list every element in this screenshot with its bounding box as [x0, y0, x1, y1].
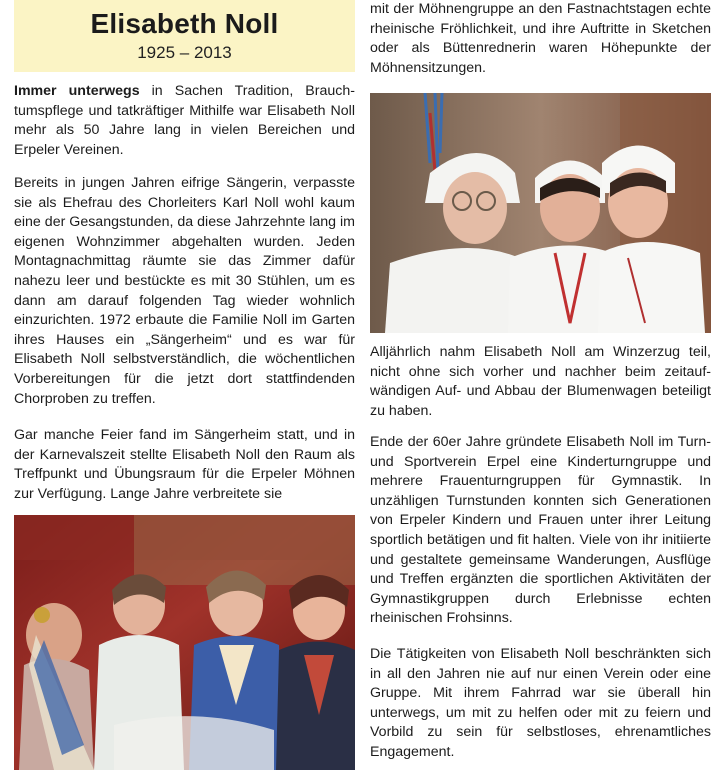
- paragraph-singing: Bereits in jungen Jahren eifrige Sängerin, verpasste sie als Ehefrau des Chorleiters Karl Noll wohl kaum eine der Gesangstunden, da diese Jahrzehnte lang im eigenen Wohnzimmer abgehalten wurden. Jeden Montagnachmittag räumte sie das Zimmer dafür nahezu leer und bestückte es mit 30 Stühlen, um es dann am darauf folgenden Tag wieder wohnlich einzurichten. 1972 erbaute die Familie Noll im Garten ihres Hauses ein „Sängerheim“ und es war für Elisabeth Noll selbstverständlich, die wöchentlichen Vorbereitungen für die jetzt dort stattfindenden Chorproben zu treffen.: [14, 175, 355, 407]
- photo-three-women-image: [370, 93, 711, 333]
- paragraph-winzerzug: Alljährlich nahm Elisabeth Noll am Winzerzug teil, nicht ohne sich vorher und nachher beim zeitaufwändigen Auf- und Abbau der Blumenwagen beteiligt zu haben.: [370, 344, 711, 419]
- photo-moehnen-group: [14, 515, 355, 770]
- paragraph-intro: [14, 82, 355, 160]
- title-box: [14, 0, 355, 72]
- paragraph-engagement: Die Tätigkeiten von Elisabeth Noll beschränkten sich in all den Jahren nie auf nur einen Verein oder eine Gruppe. Mit ihrem Fahrrad war sie überall hin unterwegs, um mit zu helfen oder mit zu feiern und Vorbild zu sein für selbstloses, ehrenamtliches Engagement.: [370, 646, 711, 760]
- photo-three-women: [370, 93, 711, 333]
- photo-moehnen-group-image: [14, 515, 355, 770]
- life-years: 1925 – 2013: [137, 43, 232, 62]
- paragraph-celebrations: Gar manche Feier fand im Sängerheim statt, und in der Karnevalszeit stellte Elisabeth Noll den Raum als Treffpunkt und Übungsraum für die Erpeler Möhnen zur Verfügung. Lange Jahre verbreitete sie: [14, 427, 355, 502]
- intro-rest: in Sachen Tradition, Brauchtumspflege und tatkräftiger Mithilfe war Elisabeth Noll mehr als 50 Jahre lang in vielen Bereichen und Erpeler Vereinen.: [14, 83, 355, 158]
- page-title: Elisabeth Noll: [90, 8, 279, 39]
- intro-lead: Immer unterwegs: [14, 83, 140, 99]
- paragraph-gymnastics: Ende der 60er Jahre gründete Elisabeth Noll im Turn- und Sportverein Erpel eine Kinderturngruppe und mehrere Frauenturngruppen für Gymnastik. In unzähligen Turnstunden konnten sich Generationen von Erpeler Kindern und Frauen unter ihrer Leitung sportlich betätigen und fit halten. Viele von ihr initiierte und gestaltete gemeinsame Wanderungen, Ausflüge und Treffen ergänzten die sportlichen Aktivitäten der Gymnastikgruppen durch Erlebnisse echten rheinischen Frohsinns.: [370, 434, 711, 627]
- paragraph-moehnen: mit der Möhnengruppe an den Fastnachtstagen echte rheinische Fröhlichkeit, und ihre Auftritte in Sketchen oder als Büttenrednerin waren Höhepunkte der Möhnensitzungen.: [370, 1, 711, 76]
